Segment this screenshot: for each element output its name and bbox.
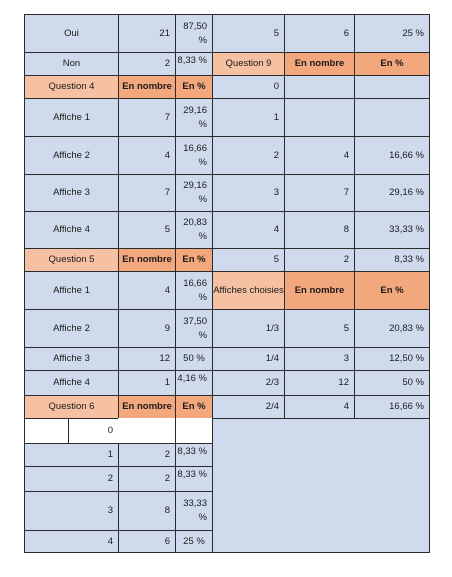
row-label: 1/3 [212, 309, 285, 348]
row-label: 5 [212, 14, 285, 53]
empty-cell [118, 418, 176, 444]
row-label: Affiche 2 [24, 136, 119, 175]
percent-cell: 33,33 % [354, 211, 430, 249]
column-header-percent: En % [175, 248, 213, 272]
count-cell: 1 [118, 370, 176, 396]
column-header-percent: En % [175, 395, 213, 419]
percent-cell: 16,66 % [354, 395, 430, 419]
count-cell: 4 [284, 395, 355, 419]
row-label: 2 [24, 466, 119, 492]
percent-cell: 87,50 % [175, 14, 213, 53]
question-header: Question 9 [212, 52, 285, 76]
percent-cell: 8,33 % [175, 466, 213, 492]
row-label: Affiche 4 [24, 211, 119, 249]
row-label: 0 [212, 75, 285, 99]
column-header-count: En nombre [118, 75, 176, 99]
percent-cell: 25 % [354, 14, 430, 53]
row-label: 1 [24, 443, 119, 467]
question-header: Question 4 [24, 75, 119, 99]
percent-cell: 16,66 % [354, 136, 430, 175]
percent-cell: 29,16 % [354, 174, 430, 212]
count-cell: 8 [118, 491, 176, 531]
row-label: Oui [24, 14, 119, 53]
percent-cell: 8,33 % [354, 248, 430, 272]
percent-cell: 16,66 % [175, 136, 213, 175]
percent-cell: 29,16 % [175, 174, 213, 212]
row-label: Affiche 3 [24, 347, 119, 371]
count-cell: 7 [118, 174, 176, 212]
row-label: 2/4 [212, 395, 285, 419]
count-cell: 4 [284, 136, 355, 175]
column-header-count: En nombre [284, 271, 355, 310]
empty-region [212, 418, 430, 553]
percent-cell: 33,33 % [175, 491, 213, 531]
column-header-count: En nombre [118, 248, 176, 272]
row-label: Affiche 4 [24, 370, 119, 396]
count-cell: 21 [118, 14, 176, 53]
count-cell [284, 75, 355, 99]
count-cell: 12 [118, 347, 176, 371]
percent-cell: 20,83 % [354, 309, 430, 348]
row-label: 5 [212, 248, 285, 272]
count-cell: 2 [118, 52, 176, 76]
count-cell [284, 98, 355, 137]
stub-cell [24, 418, 69, 444]
question-header: Question 5 [24, 248, 119, 272]
percent-cell: 4,16 % [175, 370, 213, 396]
row-label: Affiche 2 [24, 309, 119, 348]
column-header-count: En nombre [118, 395, 176, 419]
row-label: 4 [24, 530, 119, 553]
count-cell: 4 [118, 271, 176, 310]
count-cell: 7 [284, 174, 355, 212]
percent-cell: 8,33 % [175, 443, 213, 467]
count-cell: 5 [284, 309, 355, 348]
percent-cell: 50 % [175, 347, 213, 371]
row-label: 1/4 [212, 347, 285, 371]
column-header-percent: En % [354, 271, 430, 310]
row-label: 2/3 [212, 370, 285, 396]
question-header: Question 6 [24, 395, 119, 419]
count-cell: 5 [118, 211, 176, 249]
count-cell: 12 [284, 370, 355, 396]
count-cell: 7 [118, 98, 176, 137]
percent-cell: 12,50 % [354, 347, 430, 371]
row-label: 0 [68, 418, 119, 444]
count-cell: 8 [284, 211, 355, 249]
percent-cell: 20,83 % [175, 211, 213, 249]
percent-cell: 8,33 % [175, 52, 213, 76]
count-cell: 6 [284, 14, 355, 53]
percent-cell: 37,50 % [175, 309, 213, 348]
count-cell: 4 [118, 136, 176, 175]
count-cell: 6 [118, 530, 176, 553]
percent-cell: 29,16 % [175, 98, 213, 137]
question-header: Affiches choisies [212, 271, 285, 310]
percent-cell: 25 % [175, 530, 213, 553]
row-label: Affiche 1 [24, 271, 119, 310]
count-cell: 3 [284, 347, 355, 371]
row-label: 2 [212, 136, 285, 175]
count-cell: 2 [284, 248, 355, 272]
empty-cell [175, 418, 213, 444]
row-label: Affiche 1 [24, 98, 119, 137]
column-header-percent: En % [354, 52, 430, 76]
count-cell: 2 [118, 443, 176, 467]
row-label: 4 [212, 211, 285, 249]
row-label: 3 [212, 174, 285, 212]
row-label: Affiche 3 [24, 174, 119, 212]
column-header-percent: En % [175, 75, 213, 99]
count-cell: 9 [118, 309, 176, 348]
row-label: Non [24, 52, 119, 76]
row-label: 1 [212, 98, 285, 137]
row-label: 3 [24, 491, 119, 531]
percent-cell: 16,66 % [175, 271, 213, 310]
percent-cell: 50 % [354, 370, 430, 396]
percent-cell [354, 75, 430, 99]
count-cell: 2 [118, 466, 176, 492]
percent-cell [354, 98, 430, 137]
column-header-count: En nombre [284, 52, 355, 76]
